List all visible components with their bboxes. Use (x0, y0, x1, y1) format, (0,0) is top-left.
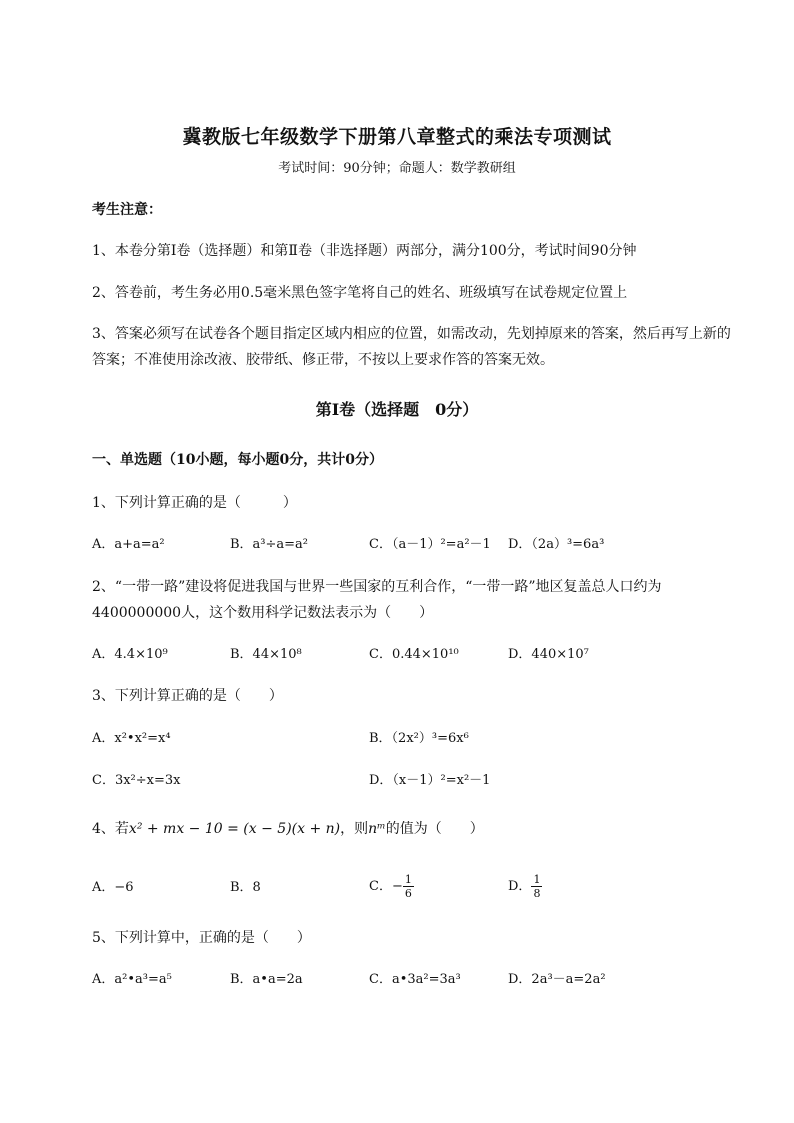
denominator: 6 (404, 887, 412, 901)
option-a[interactable]: A．4.4×10⁹ (92, 647, 168, 662)
equation: x² + mx − 10 = (x − 5)(x + n) (128, 821, 341, 837)
denominator: 8 (533, 887, 541, 901)
option-d[interactable]: D．（2a）³=6a³ (508, 537, 605, 552)
fraction (403, 873, 414, 900)
option-a[interactable]: A．x²•x²=x⁴ (92, 731, 171, 746)
option-c[interactable]: C．0.44×10¹⁰ (369, 647, 459, 662)
option-d[interactable]: D．2a³－a=2a² (508, 972, 606, 987)
option-a[interactable]: A．a²•a³=a⁵ (92, 972, 172, 987)
option-a[interactable]: A．−6 (92, 880, 134, 895)
option-c[interactable]: C．（a－1）²=a²－1 (369, 537, 491, 552)
option-c-prefix: C．− (369, 879, 403, 895)
question-1-options (92, 538, 732, 558)
option-b[interactable]: B．a³÷a=a² (230, 537, 309, 552)
stem-suffix: 的值为（ ） (385, 821, 484, 837)
stem-prefix: 4、若 (92, 821, 129, 837)
question-4-stem (92, 822, 484, 836)
expression: nᵐ (368, 821, 386, 837)
option-d[interactable]: D．440×10⁷ (508, 647, 589, 662)
note-item-1: 1、本卷分第I卷（选择题）和第Ⅱ卷（非选择题）两部分，满分100分，考试时间90分钟 (92, 243, 637, 259)
option-d[interactable]: D．（x－1）²=x²－1 (369, 773, 491, 788)
fraction (531, 873, 542, 900)
option-b[interactable]: B．8 (230, 880, 261, 895)
option-b[interactable]: B．（2x²）³=6x⁶ (369, 731, 469, 746)
note-item-2: 2、答卷前，考生务必用0.5毫米黑色签字笔将自己的姓名、班级填写在试卷规定位置上 (92, 285, 628, 301)
numerator: 1 (533, 873, 541, 886)
exam-title: 冀教版七年级数学下册第八章整式的乘法专项测试 (182, 126, 612, 148)
question-4-options (92, 873, 732, 907)
question-5-stem: 5、下列计算中，正确的是（ ） (92, 930, 311, 946)
question-3-options-row1 (92, 732, 732, 752)
question-1-stem: 1、下列计算正确的是（ ） (92, 495, 297, 511)
question-5-options (92, 973, 732, 993)
numerator: 1 (404, 873, 412, 886)
question-3-stem: 3、下列计算正确的是（ ） (92, 688, 283, 704)
option-c[interactable]: C．a•3a²=3a³ (369, 972, 461, 987)
question-3-options-row2 (92, 774, 732, 794)
option-c[interactable] (369, 873, 414, 900)
option-b[interactable]: B．44×10⁸ (230, 647, 302, 662)
exam-subtitle: 考试时间：90分钟；命题人：数学教研组 (278, 161, 516, 176)
option-d[interactable] (508, 873, 542, 900)
option-a[interactable]: A．a+a=a² (92, 537, 165, 552)
note-item-3: 3、答案必须写在试卷各个题目指定区域内相应的位置，如需改动，先划掉原来的答案，然后再写上新的答案；不准使用涂改液、胶带纸、修正带，不按以上要求作答的答案无效。 (92, 326, 731, 368)
question-2-options (92, 648, 732, 668)
option-b[interactable]: B．a•a=2a (230, 972, 303, 987)
notes-heading: 考生注意： (92, 202, 162, 218)
stem-mid: ，则 (340, 821, 369, 837)
question-2-stem: 2、“一带一路”建设将促进我国与世界一些国家的互利合作，“一带一路”地区复盖总人口约为4400000000人，这个数用科学记数法表示为（ ） (92, 579, 662, 621)
part1-title: 第I卷（选择题 0分） (315, 400, 479, 419)
option-c[interactable]: C．3x²÷x=3x (92, 773, 181, 788)
section-heading: 一、单选题（10小题，每小题0分，共计0分） (92, 452, 383, 468)
option-d-prefix: D． (508, 879, 532, 895)
